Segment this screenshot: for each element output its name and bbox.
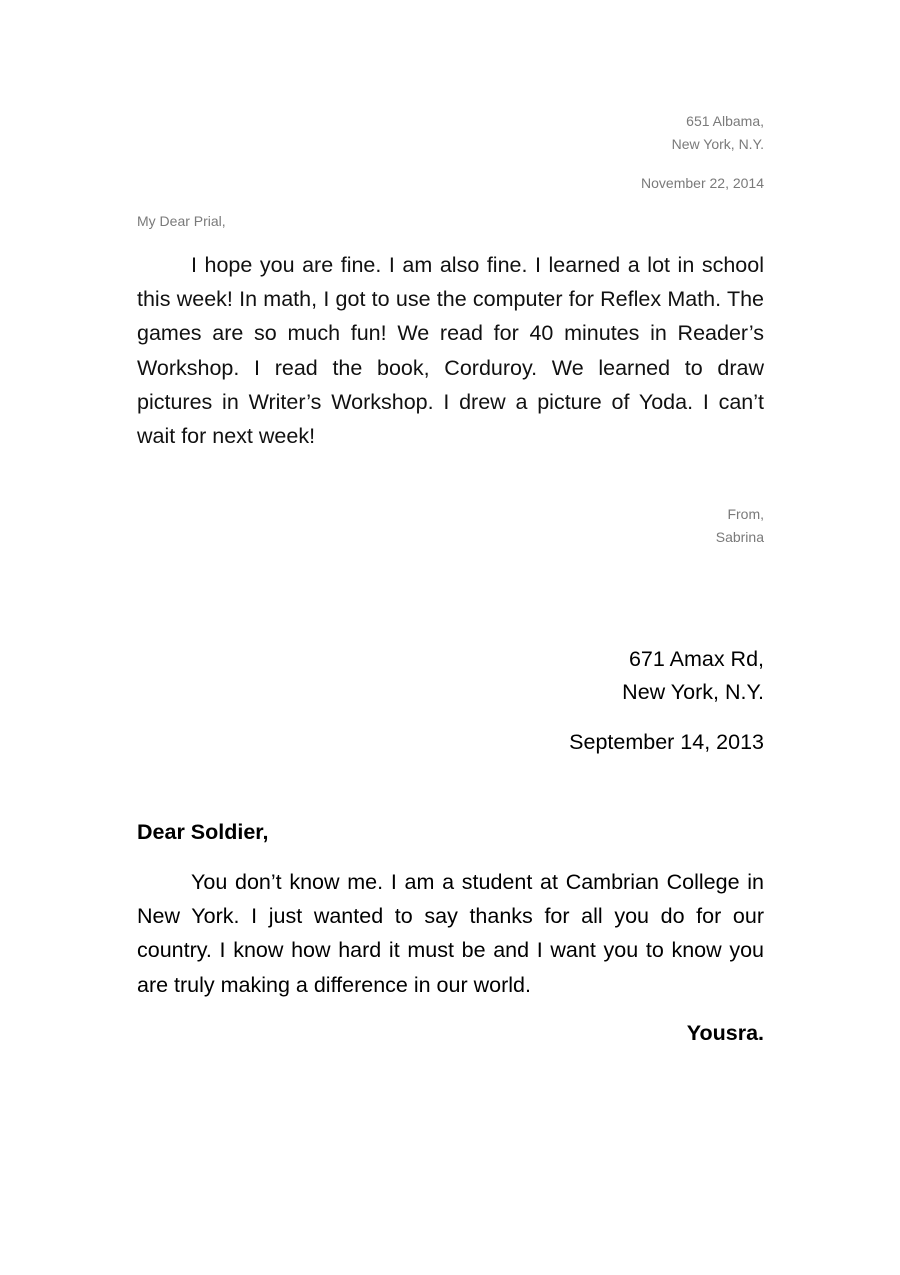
address-line: New York, N.Y. [622, 680, 764, 704]
sender-address-2 [137, 643, 764, 709]
letter-date-1: November 22, 2014 [641, 175, 764, 191]
letter-2 [137, 643, 764, 1050]
letter-1 [137, 110, 764, 549]
address-line: 671 Amax Rd, [628, 647, 764, 671]
letter-body-2: You don’t know me. I am a student at Cambrian College in New York. I just wanted to say thanks for all you do for our country. I know how hard it must be and I want you to know you are truly making a difference in our world. [137, 870, 764, 997]
salutation-2: Dear Soldier, [137, 820, 269, 844]
signature-2: Yousra. [686, 1020, 764, 1045]
closing-text: From, [727, 506, 764, 523]
letter-date-2: September 14, 2013 [569, 730, 764, 754]
letter-body-1: I hope you are fine. I am also fine. I learned a lot in school this week! In math, I got to use the computer for Reflex Math. The games are so much fun! We read for 40 minutes in Reader’s Workshop. I read the book, Corduroy. We learned to draw pictures in Writer’s Workshop. I drew a picture of Yoda. I can’t wait for next week! [137, 253, 764, 449]
salutation-1: My Dear Prial, [137, 213, 226, 229]
address-line: 651 Albama, [686, 113, 764, 129]
sender-address-1 [137, 110, 764, 156]
address-line: New York, N.Y. [671, 136, 764, 152]
signature-1: Sabrina [715, 529, 764, 546]
closing-1 [137, 503, 764, 549]
